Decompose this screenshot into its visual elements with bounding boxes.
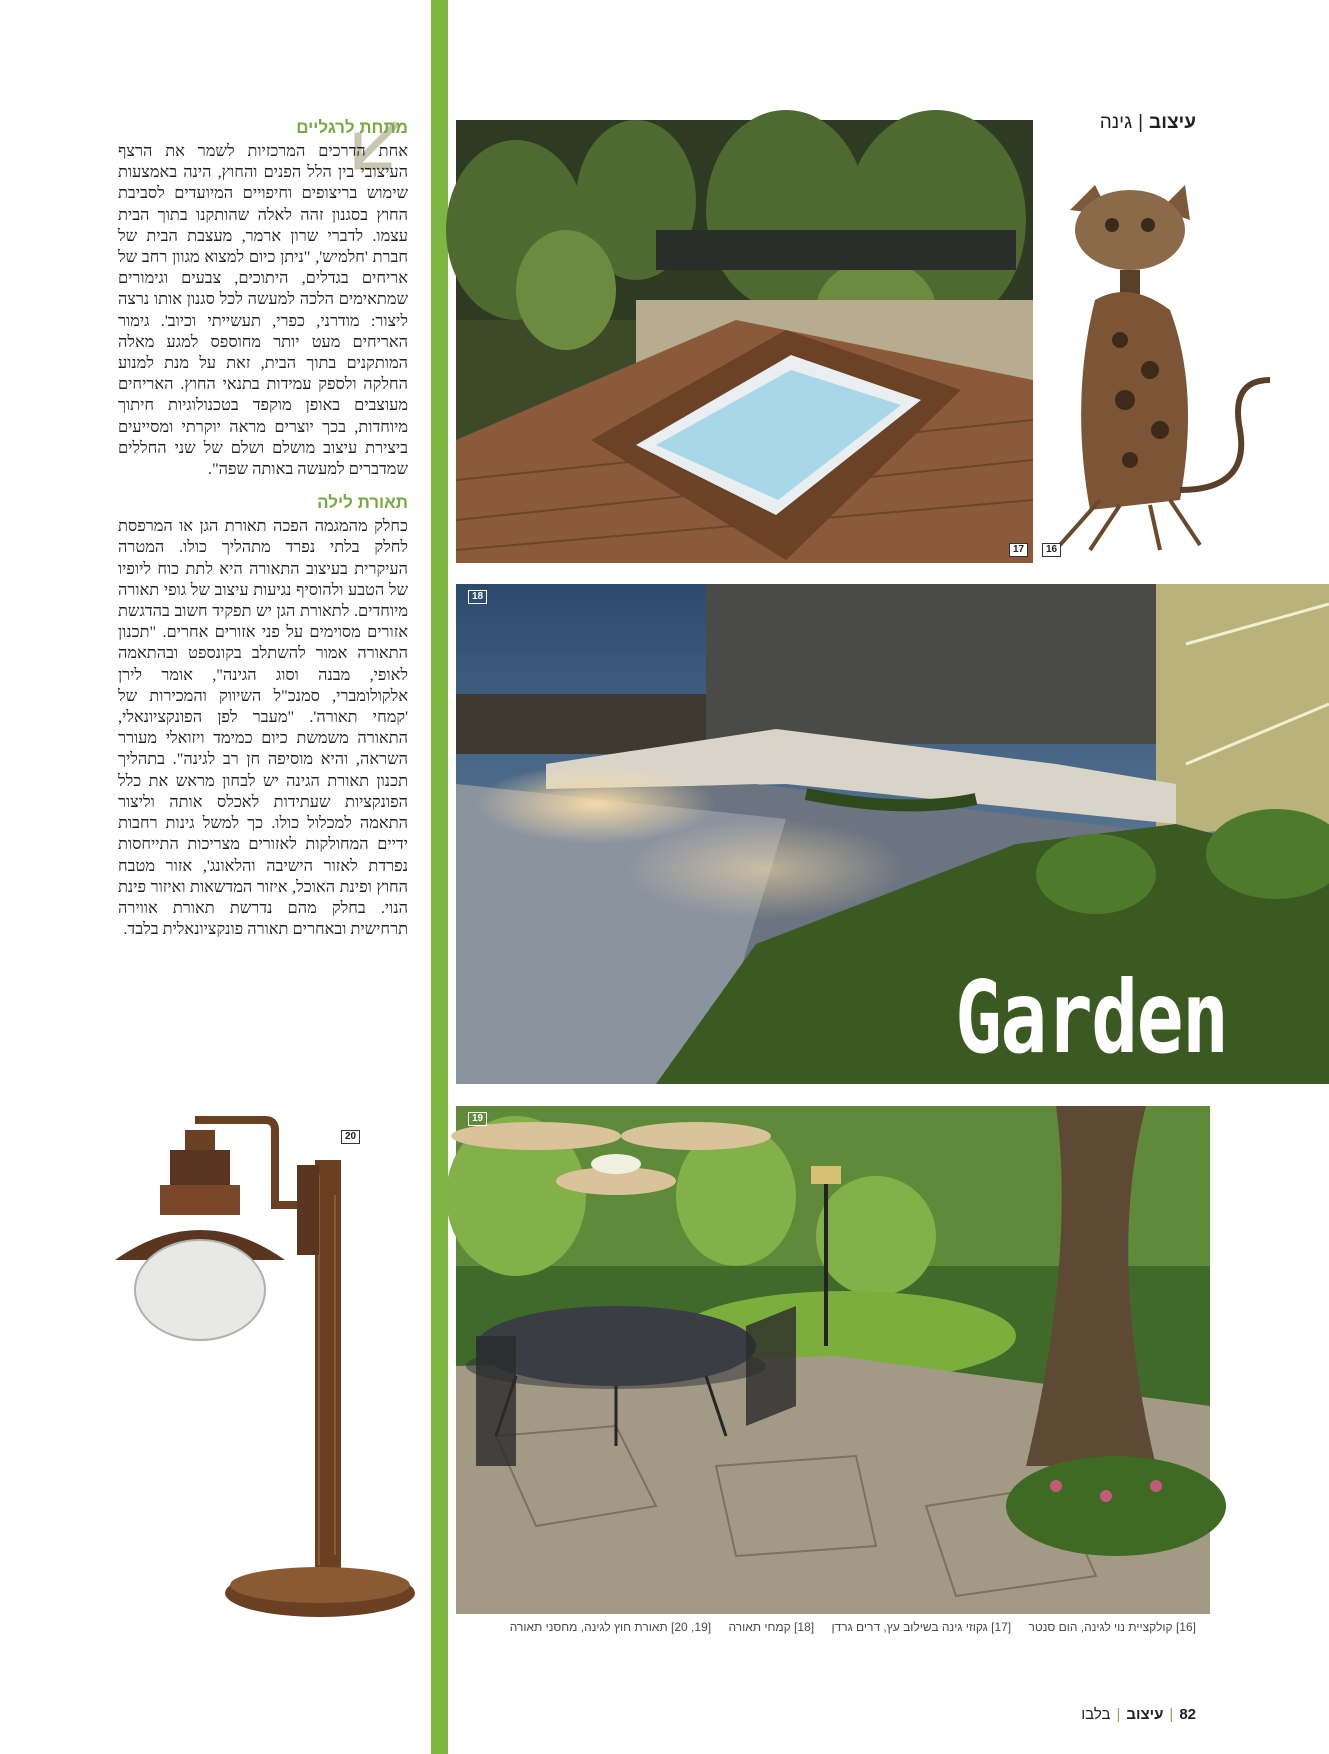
- jacuzzi-illustration: [456, 120, 1033, 563]
- photo-number: 16: [1042, 543, 1061, 557]
- article-text-column: [118, 118, 408, 939]
- photo-number: 20: [341, 1130, 360, 1144]
- divider: |: [1116, 1706, 1121, 1723]
- photo-number: 19: [468, 1112, 487, 1126]
- photo-lamp-post: [115, 1115, 430, 1635]
- photo-number: 18: [468, 590, 487, 604]
- caption: [19, 20] תאורת חוץ לגינה, מחסני תאורה: [509, 1620, 712, 1634]
- footer-section: עיצוב: [1126, 1706, 1164, 1723]
- green-divider-bar: [431, 0, 448, 1754]
- garden-title-word: Garden: [955, 959, 1228, 1076]
- section-body: אחת הדרכים המרכזיות לשמר את הרצף העיצובי בין הלל הפנים והחוץ, הינה באמצעות שימוש בריצופים וחיפויים המיועדים לסביבת החוץ בסגנון זהה לאלה שהותקנו בתוך הבית עצמו. לדברי שרון ארמר, מעצבת הבית של חברת 'חלמיש', "ניתן כיום למצוא מגוון רחב של אריחים בגדלים, היתוכים, צבעים וגימורים שמתאימים הלכה למעשה לכל סגנון אותו נרצה ליצור: מודרני, כפרי, תעשייתי וכיוב'. גימור האריחים מעט יותר מחוספס למגע מאלה המותקנים בתוך הבית, זאת על מנת למנוע החלקה ולספק עמידות בתנאי החוץ. האריחים מעוצבים באופן מוקפד בטכנולוגיות חיתוך מיוחדות, בכך יוצרים מראה יוקרתי ומסייעים ביצירת עיצוב מושלם ושלם של שני החללים שמדברים למעשה באותה שפה".: [118, 141, 408, 479]
- section-under-feet: [118, 118, 408, 479]
- section-night-lighting: [118, 493, 408, 939]
- cat-figurine-illustration: [1050, 170, 1300, 565]
- photo-captions: [496, 1620, 1196, 1634]
- section-title: תאורת לילה: [317, 493, 408, 513]
- page-number: 82: [1179, 1706, 1196, 1723]
- section-name: עיצוב: [1149, 112, 1196, 133]
- subsection-name: גינה: [1099, 112, 1133, 133]
- caption: [16] קולקציית נוי לגינה, הום סנטר: [1028, 1620, 1196, 1634]
- garden-patio-illustration: [456, 1106, 1210, 1614]
- divider: |: [1138, 112, 1144, 133]
- photo-number: 17: [1009, 543, 1028, 557]
- photo-garden-patio: [456, 1106, 1210, 1614]
- section-body: כחלק מהמגמה הפכה תאורת הגן או המרפסת לחלק בלתי נפרד מתהליך כולו. המטרה העיקרית בעיצוב התאורה היא לתת כוח ליופיו של הטבע ולהוסיף נגיעות עיצוב של גופי תאורה מיוחדים. לתאורת הגן יש תפקיד חשוב בהדגשת אזורים מסוימים על פני אזורים אחרים. "תכנון התאורה אמור להשתלב בקונספט ובהתאמה לאופי, מבנה וסוג הגינה", אומר לירן אלקולומברי, סמנכ"ל השיווק והמכירות של 'קמחי תאורה'. "מעבר לפן הפונקציונאלי, התאורה משמשת כיום כמימד ויזואלי מעורר השראה, והיא מוסיפה חן רב לגינה". בתהליך תכנון תאורת הגינה יש לבחון מראש את כלל הפונקציות שעתידות לאכלס אותה וליצור התאמה למכלול כולו. כך למשל גינות רחבות ידיים המחולקות לאזורים מצריכות התייחסות נפרדת לאזור הישיבה והלאונג', אזור מטבח החוץ ופינת האוכל, איזור המדשאות ואיזור פינת הנוי. בחלק מהם נדרשת תאורת אווירה תרחישית ובאחרים תאורה פונקציונאלית בלבד.: [118, 516, 408, 939]
- magazine-name: בלבו: [1081, 1706, 1111, 1723]
- lamp-post-illustration: [115, 1115, 430, 1635]
- page-footer: [1081, 1706, 1196, 1723]
- photo-jacuzzi: [456, 120, 1033, 563]
- caption: [17] גקוזי גינה בשילוב עץ, דרים גרדן: [831, 1620, 1012, 1634]
- caption: [18] קמחי תאורה: [728, 1620, 815, 1634]
- section-title: מתחת לרגליים: [296, 118, 408, 137]
- photo-cat-figurine: [1046, 170, 1300, 565]
- section-header: [1100, 112, 1196, 134]
- divider: |: [1169, 1706, 1174, 1723]
